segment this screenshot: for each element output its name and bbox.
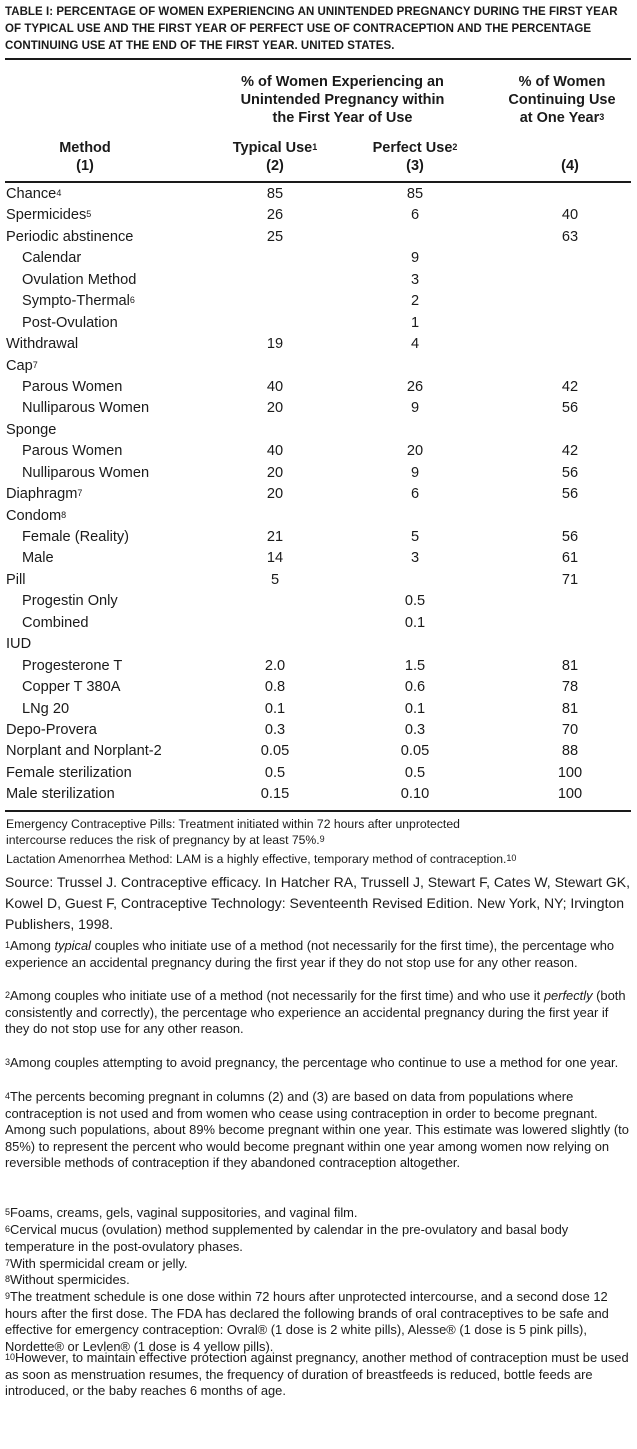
table-row (0, 484, 637, 505)
method-cell: LNg 20 (22, 700, 70, 717)
method-cell: Combined (22, 614, 89, 631)
typical-use-cell: 0.05 (260, 743, 290, 760)
continuing-use-cell: 81 (561, 657, 579, 674)
table-row (0, 741, 637, 762)
header-perfect-use: Perfect Use$^2$ (3) (372, 140, 458, 174)
method-cell: Condom$^8$ (6, 507, 67, 524)
table-row (0, 205, 637, 226)
continuing-use-cell: 100 (557, 764, 583, 781)
typical-use-cell: 40 (266, 443, 284, 460)
table-row (0, 527, 637, 548)
typical-use-cell: 0.15 (260, 786, 290, 803)
continuing-use-cell: 78 (561, 679, 579, 696)
typical-use-cell: 0.5 (264, 764, 286, 781)
typical-use-cell: 14 (266, 550, 284, 567)
typical-use-cell: 19 (266, 336, 284, 353)
table-row (0, 677, 637, 698)
method-cell: Progesterone T (22, 657, 123, 674)
method-cell: Male sterilization (6, 786, 115, 803)
method-cell: Parous Women (22, 443, 123, 460)
table-row (0, 784, 637, 805)
table-row (0, 548, 637, 569)
table-row (0, 613, 637, 634)
perfect-use-cell: 0.1 (404, 700, 426, 717)
perfect-use-cell: 26 (406, 378, 424, 395)
header-continuing-use: (4) (561, 158, 579, 174)
typical-use-cell: 21 (266, 529, 284, 545)
table-row (0, 570, 637, 591)
method-cell: Nulliparous Women (22, 464, 150, 481)
method-cell: Spermicides$^5$ (6, 207, 92, 224)
perfect-use-cell: 9 (410, 464, 420, 481)
continuing-use-cell: 56 (561, 486, 579, 503)
typical-use-cell: 20 (266, 486, 284, 503)
typical-use-cell: 0.1 (264, 700, 286, 717)
perfect-use-cell: 1 (410, 314, 420, 331)
table-row (0, 720, 637, 741)
continuing-use-cell: 70 (561, 721, 579, 738)
method-cell: Diaphragm$^7$ (6, 486, 83, 503)
table-row (0, 463, 637, 484)
perfect-use-cell: 0.1 (404, 614, 426, 631)
perfect-use-cell: 6 (410, 486, 420, 503)
continuing-use-cell: 56 (561, 400, 579, 417)
method-cell: Sympto-Thermal$^6$ (22, 293, 135, 310)
typical-use-cell: 85 (266, 186, 284, 202)
table-row (0, 248, 637, 269)
footnote: $^3$Among couples attempting to avoid pregnancy, the percentage who continue to use a method for one year. (5, 1055, 619, 1070)
header-rule (5, 181, 631, 183)
typical-use-cell: 2.0 (264, 657, 286, 674)
table-title: TABLE I: PERCENTAGE OF WOMEN EXPERIENCING AN UNINTENDED PREGNANCY DURING THE FIRST YEAR OF TYPICAL USE AND THE FIRST YEAR OF PERFECT USE OF CONTRACEPTION AND THE PERCENTAGE CONTINUING USE AT THE END OF THE FIRST YEAR. UNITED STATES. (5, 6, 618, 52)
typical-use-cell: 0.8 (264, 679, 286, 696)
method-cell: Male (22, 550, 54, 567)
footnote: $^2$Among couples who initiate use of a method (not necessarily for the first time) and who use it perfectly (both consistently and correctly), the percentage who experience an accidental pregnancy during the first year if they do not stop use for any other reason. (5, 988, 626, 1036)
table-row (0, 441, 637, 462)
continuing-use-cell: 71 (561, 571, 579, 588)
table-row (0, 356, 637, 377)
header-typical-use: Typical Use$^1$ (2) (232, 140, 318, 174)
method-cell: IUD (6, 636, 32, 653)
title-rule (5, 58, 631, 60)
perfect-use-cell: 0.5 (404, 593, 426, 610)
table-row (0, 506, 637, 527)
method-cell: Ovulation Method (22, 271, 137, 288)
typical-use-cell: 5 (270, 571, 280, 588)
table-row (0, 656, 637, 677)
footnote: $^1$Among typical couples who initiate use of a method (not necessarily for the first time), the percentage who experience an accidental pregnancy during the first year if they do not stop use for any other reason. (5, 938, 615, 970)
perfect-use-cell: 0.5 (404, 764, 426, 781)
method-cell: Parous Women (22, 378, 123, 395)
continuing-use-cell: 63 (561, 228, 579, 245)
table-row (0, 313, 637, 334)
method-cell: Female sterilization (6, 764, 132, 781)
continuing-use-cell: 56 (561, 529, 579, 545)
continuing-use-cell: 40 (561, 207, 579, 224)
perfect-use-cell: 1.5 (404, 657, 426, 674)
continuing-use-cell: 88 (561, 743, 579, 760)
table-body (0, 184, 637, 806)
perfect-use-cell: 2 (410, 293, 420, 310)
perfect-use-cell: 0.6 (404, 679, 426, 696)
method-cell: Post-Ovulation (22, 314, 118, 331)
continuing-use-cell: 61 (561, 550, 579, 567)
perfect-use-cell: 85 (406, 186, 424, 202)
table-row (0, 591, 637, 612)
method-cell: Progestin Only (22, 593, 118, 610)
table-row (0, 377, 637, 398)
method-cell: Depo-Provera (6, 721, 97, 738)
lam-note: Lactation Amenorrhea Method: LAM is a highly effective, temporary method of contraception.$^{10}$ (6, 852, 517, 866)
footnote: $^5$Foams, creams, gels, vaginal suppositories, and vaginal film. (5, 1205, 358, 1220)
typical-use-cell: 25 (266, 228, 284, 245)
table-row (0, 634, 637, 655)
perfect-use-cell: 6 (410, 207, 420, 224)
perfect-use-cell: 9 (410, 400, 420, 417)
table-row (0, 227, 637, 248)
method-cell: Chance$^4$ (6, 186, 62, 202)
footnote: $^4$The percents becoming pregnant in columns (2) and (3) are based on data from populations where contraception is not used and from women who cease using contraception in order to become pregnant. Among such populations, about 89% become pregnant within one year. This estimate was lowered slightly (to 85%) to represent the percent who would become pregnant within one year among women now relying on reversible methods of contraception if they abandoned contraception altogether. (5, 1089, 629, 1170)
method-cell: Cap$^7$ (6, 357, 38, 374)
method-cell: Withdrawal (6, 336, 79, 353)
method-cell: Female (Reality) (22, 529, 130, 545)
continuing-use-cell: 100 (557, 786, 583, 803)
footnote: $^7$With spermicidal cream or jelly. (5, 1256, 188, 1271)
header-method: Method (1) (59, 140, 111, 174)
perfect-use-cell: 9 (410, 250, 420, 267)
typical-use-cell: 0.3 (264, 721, 286, 738)
header-group-continuing: % of Women Continuing Use at One Year$^3$ (508, 74, 616, 126)
continuing-use-cell: 56 (561, 464, 579, 481)
table-row (0, 699, 637, 720)
table-row (0, 184, 637, 205)
perfect-use-cell: 4 (410, 336, 420, 353)
perfect-use-cell: 0.10 (400, 786, 430, 803)
typical-use-cell: 20 (266, 400, 284, 417)
method-cell: Pill (6, 571, 26, 588)
source-citation: Source: Trussel J. Contraceptive efficacy. In Hatcher RA, Trussell J, Stewart F, Cates W, Stewart GK, Kowel D, Guest F, Contraceptive Technology: Seventeenth Revised Edition. New York, NY; Irvington Publishers, 1998. (5, 874, 631, 932)
table-bottom-rule (5, 810, 631, 812)
perfect-use-cell: 3 (410, 550, 420, 567)
perfect-use-cell: 0.3 (404, 721, 426, 738)
perfect-use-cell: 3 (410, 271, 420, 288)
table-row (0, 763, 637, 784)
table-row (0, 420, 637, 441)
continuing-use-cell: 81 (561, 700, 579, 717)
perfect-use-cell: 5 (410, 529, 420, 545)
footnote: $^8$Without spermicides. (5, 1272, 130, 1287)
typical-use-cell: 40 (266, 378, 284, 395)
perfect-use-cell: 20 (406, 443, 424, 460)
method-cell: Copper T 380A (22, 679, 121, 696)
continuing-use-cell: 42 (561, 378, 579, 395)
footnote: $^9$The treatment schedule is one dose within 72 hours after unprotected intercourse, and a second dose 12 hours after the first dose. The FDA has declared the following brands of oral contraceptives to be safe and effective for emergency contraception: Ovral® (1 dose is 2 white pills), Alesse® (1 dose is 5 pink pills), Nordette® or Levlen® (1 dose is 4 yellow pills). (5, 1289, 609, 1354)
perfect-use-cell: 0.05 (400, 743, 430, 760)
table-row (0, 398, 637, 419)
method-cell: Sponge (6, 421, 57, 438)
ecp-note: Emergency Contraceptive Pills: Treatment initiated within 72 hours after unprotected intercourse reduces the risk of pregnancy by at least 75%.$^9$ (6, 817, 460, 847)
typical-use-cell: 26 (266, 207, 284, 224)
header-group-pregnancy: % of Women Experiencing an Unintended Pregnancy within the First Year of Use (240, 74, 445, 126)
method-cell: Periodic abstinence (6, 228, 134, 245)
footnote: $^6$Cervical mucus (ovulation) method supplemented by calendar in the pre-ovulatory and basal body temperature in the post-ovulatory phases. (5, 1222, 569, 1254)
table-row (0, 334, 637, 355)
typical-use-cell: 20 (266, 464, 284, 481)
footnote: $^{10}$However, to maintain effective protection against pregnancy, another method of contraception must be used as soon as menstruation resumes, the frequency of duration of breastfeeds is reduced, bottle feeds are introduced, or the baby reaches 6 months of age. (5, 1350, 629, 1398)
table-row (0, 270, 637, 291)
continuing-use-cell: 42 (561, 443, 579, 460)
table-row (0, 291, 637, 312)
method-cell: Norplant and Norplant-2 (6, 743, 162, 760)
method-cell: Calendar (22, 250, 82, 267)
method-cell: Nulliparous Women (22, 400, 150, 417)
